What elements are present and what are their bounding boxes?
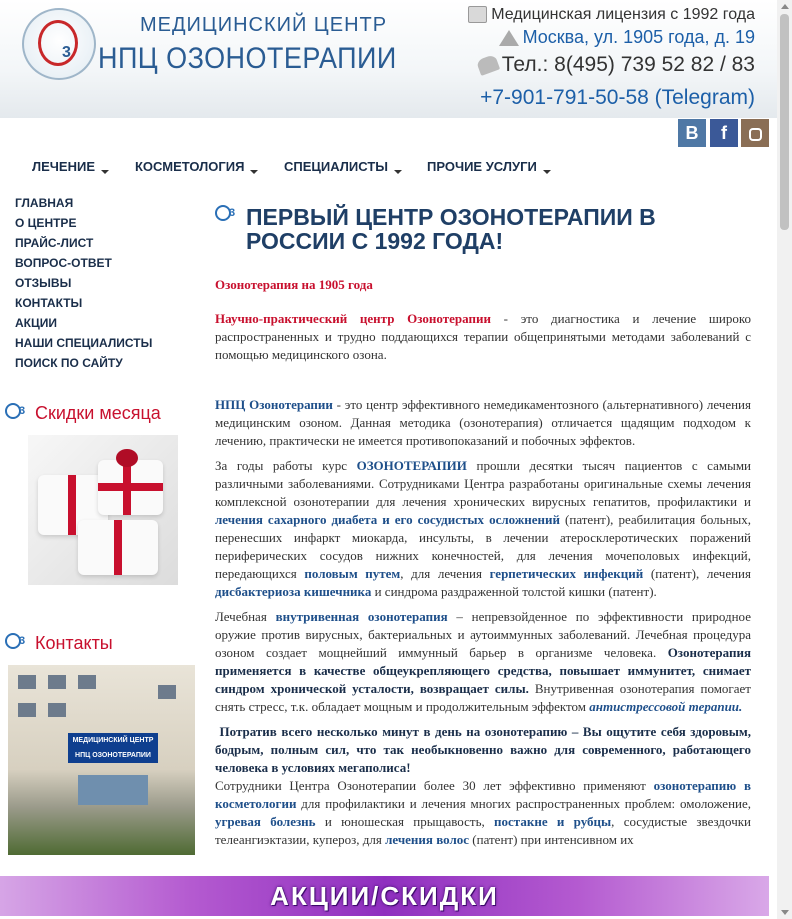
promo-banner[interactable] bbox=[0, 876, 769, 916]
contacts-heading[interactable] bbox=[5, 633, 113, 654]
telegram-link[interactable]: +7-901-791-50-58 (Telegram) bbox=[480, 86, 755, 109]
text: (патент) при интенсивном их bbox=[469, 832, 634, 847]
nav-label: ПРОЧИЕ УСЛУГИ bbox=[427, 159, 537, 174]
sidebar-item-reviews[interactable]: ОТЗЫВЫ bbox=[15, 276, 72, 290]
sidebar-item-about[interactable]: О ЦЕНТРЕ bbox=[15, 216, 77, 230]
dysbacteriosis-link[interactable]: дисбактериоза кишечника bbox=[215, 584, 372, 599]
sidebar-item-promo[interactable]: АКЦИИ bbox=[15, 316, 58, 330]
logo-subtitle: МЕДИЦИНСКИЙ ЦЕНТР bbox=[140, 14, 388, 36]
site-header bbox=[0, 0, 777, 118]
phone-icon bbox=[476, 55, 500, 77]
address-link[interactable]: Москва, ул. 1905 года, д. 19 bbox=[522, 27, 755, 47]
phone-text: Тел.: 8(495) 739 52 82 / 83 bbox=[501, 53, 755, 76]
address-line[interactable] bbox=[499, 27, 755, 48]
text: Лечебная bbox=[215, 609, 276, 624]
text: прошли десятки тысяч пациентов с самыми различными заболеваниями. Сотрудниками Центра разработаны оригинальные схемы лечения комплексной озонотерапии для лечения хронических вирусных гепатитов, профилактики и bbox=[215, 458, 751, 509]
paragraph-intro bbox=[215, 310, 751, 364]
center-name-link[interactable]: Научно-практический центр Озонотерапии bbox=[215, 311, 491, 326]
license-text: Медицинская лицензия с 1992 года bbox=[491, 6, 755, 23]
post-acne-link[interactable]: постакне и рубцы bbox=[494, 814, 612, 829]
page-title: ПЕРВЫЙ ЦЕНТР ОЗОНОТЕРАПИИ В РОССИИ С 1992 ГОДА! bbox=[246, 204, 656, 254]
text: - это центр эффективного немедикаментозного (альтернативного) лечения медицинским озоном. Данная методика (озонотерапия) отличается щадящим подходом к лечению, практически не имеется противопоказаний и побочных эффектов. bbox=[215, 397, 751, 448]
promo-banner-label: АКЦИИ/СКИДКИ bbox=[270, 881, 499, 911]
caret-down-icon bbox=[101, 170, 109, 174]
building-sign: МЕДИЦИНСКИЙ ЦЕНТР НПЦ ОЗОНОТЕРАПИИ bbox=[68, 733, 158, 763]
facebook-icon[interactable]: f bbox=[710, 119, 738, 147]
contacts-title: Контакты bbox=[35, 633, 113, 653]
o3-logo-icon bbox=[215, 205, 239, 223]
logo-title[interactable]: НПЦ ОЗОНОТЕРАПИИ bbox=[98, 42, 397, 75]
text: (патент), лечения bbox=[643, 566, 751, 581]
nav-item-treatment[interactable] bbox=[32, 159, 109, 174]
scroll-down-icon[interactable] bbox=[781, 910, 789, 915]
iv-ozonotherapy-link[interactable]: внутривенная озонотерапия bbox=[275, 609, 448, 624]
sidebar-item-faq[interactable]: ВОПРОС-ОТВЕТ bbox=[15, 256, 112, 270]
sexual-infections-link[interactable]: половым путем bbox=[304, 566, 401, 581]
sidebar-item-contacts[interactable]: КОНТАКТЫ bbox=[15, 296, 83, 310]
nav-label: СПЕЦИАЛИСТЫ bbox=[284, 159, 388, 174]
text: и синдрома раздраженной толстой кишки (патент). bbox=[371, 584, 657, 599]
content-subtitle: Озонотерапия на 1905 года bbox=[215, 277, 373, 292]
ozonotherapy-link[interactable]: ОЗОНОТЕРАПИИ bbox=[356, 458, 467, 473]
paragraph-about bbox=[215, 396, 751, 450]
license-icon bbox=[468, 6, 487, 23]
paragraph-motivation bbox=[215, 723, 751, 777]
hair-treatment-link[interactable]: лечения волос bbox=[385, 832, 470, 847]
scrollbar-thumb[interactable] bbox=[780, 14, 789, 230]
discounts-title: Скидки месяца bbox=[35, 403, 161, 423]
npc-link[interactable]: НПЦ Озонотерапии bbox=[215, 397, 333, 412]
sidebar-item-search[interactable]: ПОИСК ПО САЙТУ bbox=[15, 356, 123, 370]
o3-logo-icon bbox=[5, 403, 29, 421]
caret-down-icon bbox=[543, 170, 551, 174]
nav-item-specialists[interactable] bbox=[284, 159, 402, 174]
map-icon bbox=[499, 30, 519, 46]
cosmetology-link[interactable]: озонотерапию в косметологии bbox=[215, 778, 751, 811]
o3-logo-icon bbox=[5, 633, 29, 651]
text: – непревзойденное по эффективности природное оружие против вирусных, бактериальных и аутоиммунных заболеваний. Лечебная процедура озоном создает мощнейший иммунный барьер в организме человека. bbox=[215, 609, 751, 660]
text: За годы работы курс bbox=[215, 458, 357, 473]
text: для профилактики и лечения многих распространенных проблем: омоложение, bbox=[296, 796, 751, 811]
nav-item-other-services[interactable] bbox=[427, 159, 551, 174]
instagram-icon[interactable] bbox=[741, 119, 769, 147]
bold-text: Потратив всего несколько минут в день на озонотерапию – Вы ощутите себя здоровым, бодрым, полным сил, что так необыкновенно важно для современного, работающего человека в условиях мегаполиса! bbox=[215, 724, 752, 775]
herpes-link[interactable]: герпетических инфекций bbox=[489, 566, 644, 581]
paragraph-iv-therapy bbox=[215, 608, 751, 716]
scrollbar[interactable] bbox=[777, 0, 792, 919]
nav-item-cosmetology[interactable] bbox=[135, 159, 258, 174]
bold-text: Озонотерапия применяется в качестве общеукрепляющего средства, повышает иммунитет, снимает синдром хронической усталости, возвращает силы. bbox=[215, 645, 751, 696]
discounts-heading[interactable] bbox=[5, 403, 161, 424]
text: , для лечения bbox=[400, 566, 490, 581]
text: Сотрудники Центра Озонотерапии более 30 лет эффективно применяют bbox=[215, 778, 654, 793]
paragraph-cosmetology bbox=[215, 777, 751, 849]
text: , сосудистые звездочки телеангиэктазии, купероз, для bbox=[215, 814, 751, 847]
gift-boxes-image[interactable] bbox=[28, 435, 178, 585]
text: (патент), реабилитация больных, перенесших инфаркт миокарда, инсульты, в лечении атеросклеротических поражений периферических сосудов нижних конечностей, для лечения мочеполовых инфекций, передающихся bbox=[215, 512, 752, 581]
license-line bbox=[468, 6, 755, 24]
caret-down-icon bbox=[250, 170, 258, 174]
sidebar-menu bbox=[15, 196, 152, 376]
text: и юношеская прыщавость, bbox=[315, 814, 495, 829]
vk-icon[interactable]: В bbox=[678, 119, 706, 147]
sidebar-item-specialists[interactable]: НАШИ СПЕЦИАЛИСТЫ bbox=[15, 336, 153, 350]
text: - это диагностика и лечение широко распространенных и трудно поддающихся терапии общепринятыми методами заболеваний с помощью медицинского озона. bbox=[215, 311, 751, 362]
main-content bbox=[215, 276, 751, 856]
phone-line bbox=[478, 53, 755, 77]
diabetes-link[interactable]: лечения сахарного диабета и его сосудистых осложнений bbox=[215, 512, 560, 527]
sidebar-item-price[interactable]: ПРАЙС-ЛИСТ bbox=[15, 236, 94, 250]
scroll-up-icon[interactable] bbox=[781, 4, 789, 9]
antistress-link[interactable]: антистрессовой терапии. bbox=[589, 699, 743, 714]
clinic-building-photo[interactable] bbox=[8, 665, 195, 855]
logo-icon[interactable]: 3 bbox=[22, 8, 96, 80]
text: Внутривенная озонотерапия помогает снять стресс, т.к. обладает мощным и продолжительным эффектом bbox=[215, 681, 751, 714]
acne-link[interactable]: угревая болезнь bbox=[215, 814, 316, 829]
nav-label: ЛЕЧЕНИЕ bbox=[32, 159, 96, 174]
sidebar-item-home[interactable]: ГЛАВНАЯ bbox=[15, 196, 74, 210]
paragraph-treatments bbox=[215, 457, 751, 601]
nav-label: КОСМЕТОЛОГИЯ bbox=[135, 159, 245, 174]
caret-down-icon bbox=[394, 170, 402, 174]
